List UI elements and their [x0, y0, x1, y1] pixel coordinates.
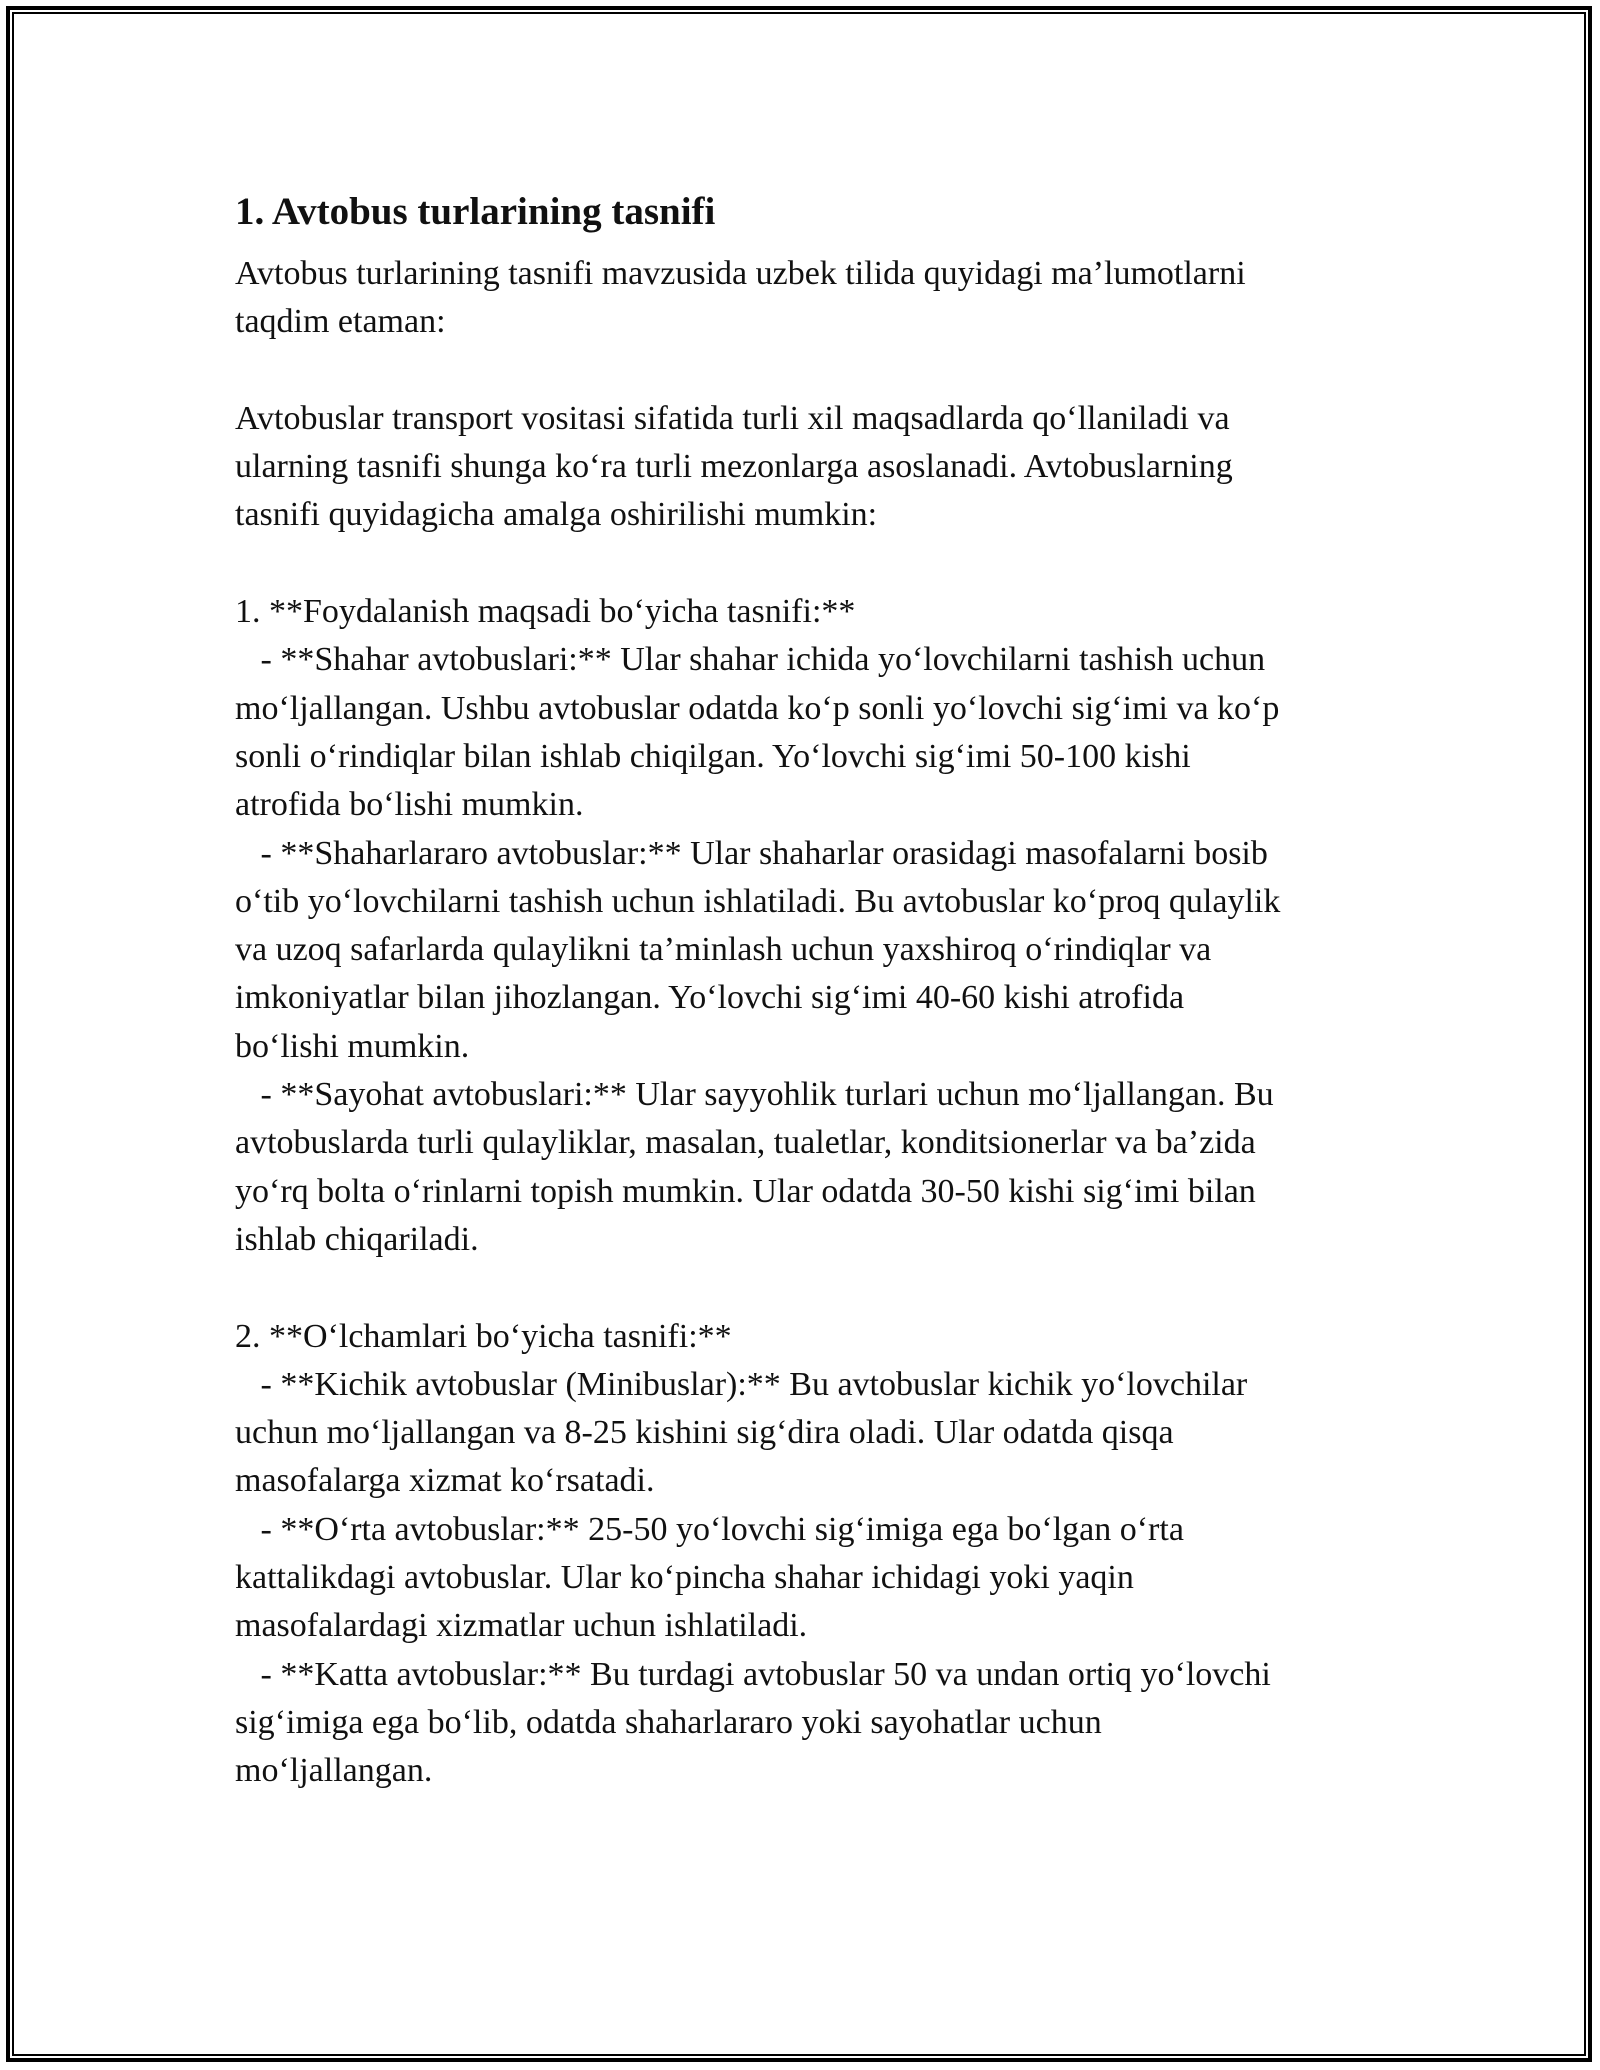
text-line: ishlab chiqariladi.	[235, 1220, 479, 1258]
document-body	[235, 250, 1375, 1796]
text-line: tasnifi quyidagicha amalga oshirilishi mumkin:	[235, 496, 878, 534]
blank-line	[235, 540, 1375, 588]
text-line: ularning tasnifi shunga ko‘ra turli mezonlarga asoslanadi. Avtobuslarning	[235, 448, 1233, 486]
text-line: 1. **Foydalanish maqsadi bo‘yicha tasnifi:**	[235, 593, 856, 631]
blank-line	[235, 1264, 1375, 1312]
page-title: 1. Avtobus turlarining tasnifi	[235, 190, 716, 233]
text-line: - **O‘rta avtobuslar:** 25-50 yo‘lovchi sig‘imiga ega bo‘lgan o‘rta	[235, 1510, 1184, 1548]
text-line: Avtobuslar transport vositasi sifatida turli xil maqsadlarda qo‘llaniladi va	[235, 399, 1230, 437]
text-line: masofalarga xizmat ko‘rsatadi.	[235, 1462, 655, 1500]
text-line: sig‘imiga ega bo‘lib, odatda shaharlararo yoki sayohatlar uchun	[235, 1703, 1102, 1741]
text-line: bo‘lishi mumkin.	[235, 1027, 470, 1065]
document-content	[235, 186, 1375, 1796]
text-line: yo‘rq bolta o‘rinlarni topish mumkin. Ular odatda 30-50 kishi sig‘imi bilan	[235, 1172, 1256, 1210]
text-line: - **Katta avtobuslar:** Bu turdagi avtobuslar 50 va undan ortiq yo‘lovchi	[235, 1655, 1271, 1693]
text-line: taqdim etaman:	[235, 303, 446, 341]
text-line: Avtobus turlarining tasnifi mavzusida uzbek tilida quyidagi ma’lumotlarni	[235, 255, 1246, 292]
text-line: uchun mo‘ljallangan va 8-25 kishini sig‘dira oladi. Ular odatda qisqa	[235, 1414, 1174, 1452]
text-line: mo‘ljallangan.	[235, 1752, 433, 1790]
text-line: - **Sayohat avtobuslari:** Ular sayyohlik turlari uchun mo‘ljallangan. Bu	[235, 1076, 1274, 1114]
text-line: imkoniyatlar bilan jihozlangan. Yo‘lovchi sig‘imi 40-60 kishi atrofida	[235, 979, 1185, 1017]
text-line: atrofida bo‘lishi mumkin.	[235, 786, 584, 824]
text-line: - **Shaharlararo avtobuslar:** Ular shaharlar orasidagi masofalarni bosib	[235, 834, 1268, 872]
text-line: kattalikdagi avtobuslar. Ular ko‘pincha shahar ichidagi yoki yaqin	[235, 1559, 1134, 1597]
text-line: 2. **O‘lchamlari bo‘yicha tasnifi:**	[235, 1317, 732, 1355]
text-line: va uzoq safarlarda qulaylikni ta’minlash uchun yaxshiroq o‘rindiqlar va	[235, 931, 1212, 969]
text-line: mo‘ljallangan. Ushbu avtobuslar odatda ko‘p sonli yo‘lovchi sig‘imi va ko‘p	[235, 689, 1280, 727]
blank-line	[235, 347, 1375, 395]
text-line: avtobuslarda turli qulayliklar, masalan, tualetlar, konditsionerlar va ba’zida	[235, 1124, 1256, 1162]
text-line: masofalardagi xizmatlar uchun ishlatiladi.	[235, 1607, 808, 1645]
text-line: o‘tib yo‘lovchilarni tashish uchun ishlatiladi. Bu avtobuslar ko‘proq qulaylik	[235, 882, 1281, 920]
text-line: - **Shahar avtobuslari:** Ular shahar ichida yo‘lovchilarni tashish uchun	[235, 641, 1266, 679]
text-line: sonli o‘rindiqlar bilan ishlab chiqilgan. Yo‘lovchi sig‘imi 50-100 kishi	[235, 737, 1191, 775]
text-line: - **Kichik avtobuslar (Minibuslar):** Bu avtobuslar kichik yo‘lovchilar	[235, 1365, 1248, 1403]
